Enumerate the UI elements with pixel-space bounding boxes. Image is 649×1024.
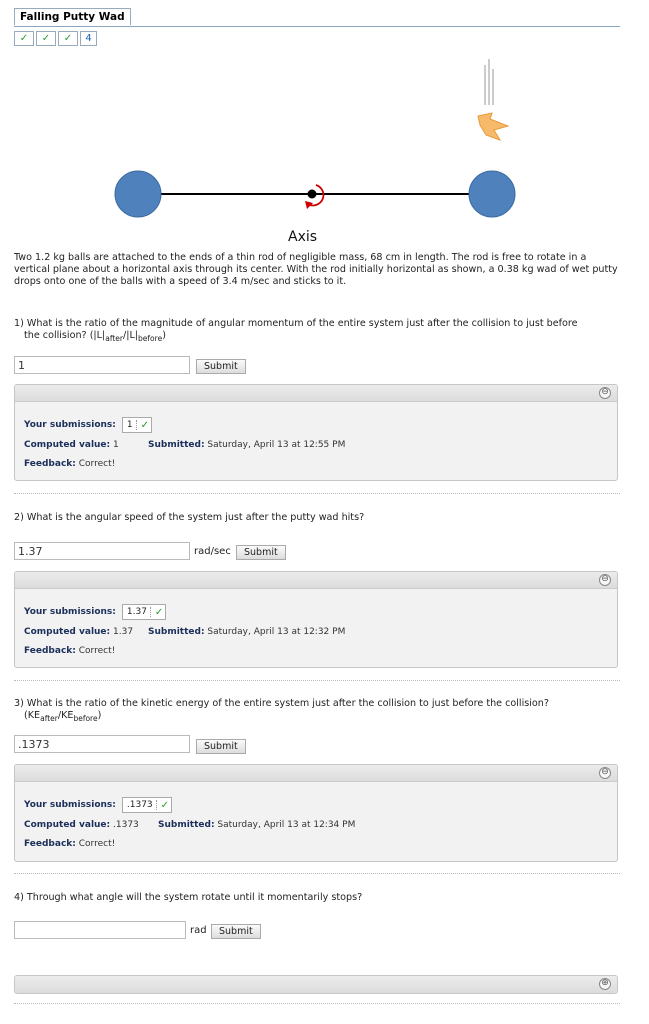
feedback-value: Correct! <box>78 459 116 469</box>
q3-submit-button[interactable]: Submit <box>196 739 246 754</box>
collapse-icon[interactable]: ⊖ <box>599 767 611 779</box>
right-ball <box>469 171 515 217</box>
q2-answer-input[interactable] <box>14 542 190 560</box>
submissions-label: Your submissions: <box>24 420 116 430</box>
question-3-text: 3) What is the ratio of the kinetic energy of the entire system just after the collision to just before the collision? $(KE_{after}/KE_{before})$ <box>14 698 549 723</box>
collapse-icon[interactable]: ⊖ <box>599 387 611 399</box>
q2-submission-panel <box>14 571 618 668</box>
score-summary <box>14 31 97 46</box>
problem-statement: Two 1.2 kg balls are attached to the ends of a thin rod of negligible mass, 68 cm in length. The rod is free to rotate in a vertical plane about a horizontal axis through its center. With the rod initially horizontal as shown, a 0.38 kg wad of wet putty drops onto one of the balls with a speed of 3.4 m/sec and sticks to it. <box>14 252 618 287</box>
q3-panel-header[interactable] <box>15 765 617 782</box>
putty-wad-icon <box>478 113 508 140</box>
q1-submission-panel <box>14 384 618 481</box>
problem-title: Falling Putty Wad <box>14 8 131 25</box>
q2-panel-header[interactable] <box>15 572 617 589</box>
q2-submit-button[interactable]: Submit <box>236 545 286 560</box>
computed-value: .1373 <box>113 820 139 830</box>
q4-submit-button[interactable]: Submit <box>211 924 261 939</box>
q3-submission-panel <box>14 764 618 862</box>
question-divider <box>14 493 620 494</box>
attempts-count: 4 <box>80 31 97 46</box>
question-4-text: 4) Through what angle will the system rotate until it momentarily stops? <box>14 892 363 903</box>
submission-chip[interactable]: .1373 ✓ <box>122 797 172 813</box>
computed-value: 1.37 <box>113 627 134 637</box>
question-1-text: 1) What is the ratio of the magnitude of angular momentum of the entire system just after the collision to just before the collision? $(|L|_{after}/|L|_{before})$ <box>14 318 578 343</box>
q2-unit: rad/sec <box>194 546 231 557</box>
check-icon: ✓ <box>58 31 78 46</box>
submissions-label: Your submissions: <box>24 800 116 810</box>
q1-submit-button[interactable]: Submit <box>196 359 246 374</box>
rod-figure <box>0 55 649 245</box>
submission-chip[interactable]: 1 ✓ <box>122 417 152 433</box>
question-divider <box>14 1003 620 1004</box>
question-divider <box>14 873 620 874</box>
q1-panel-header[interactable] <box>15 385 617 402</box>
check-icon: ✓ <box>14 31 34 46</box>
putty-motion-lines <box>485 59 493 105</box>
submitted-time: Saturday, April 13 at 12:55 PM <box>207 440 346 450</box>
feedback-label: Feedback: <box>24 646 76 656</box>
feedback-value: Correct! <box>78 646 116 656</box>
title-divider <box>14 26 620 27</box>
q1-answer-input[interactable] <box>14 356 190 374</box>
computed-label: Computed value: <box>24 627 111 637</box>
q4-submission-panel <box>14 975 618 994</box>
check-icon: ✓ <box>36 31 56 46</box>
submission-chip[interactable]: 1.37 ✓ <box>122 604 166 620</box>
question-divider <box>14 680 620 681</box>
computed-label: Computed value: <box>24 820 111 830</box>
q4-answer-input[interactable] <box>14 921 186 939</box>
q4-unit: rad <box>190 925 207 936</box>
axis-label: Axis <box>288 229 318 245</box>
check-icon: ✓ <box>140 419 149 431</box>
submitted-label: Submitted: <box>148 440 205 450</box>
left-ball <box>115 171 161 217</box>
question-2-text: 2) What is the angular speed of the system just after the putty wad hits? <box>14 512 365 523</box>
computed-label: Computed value: <box>24 440 111 450</box>
q3-answer-input[interactable] <box>14 735 190 753</box>
feedback-value: Correct! <box>78 839 116 849</box>
feedback-label: Feedback: <box>24 839 76 849</box>
collapse-icon[interactable]: ⊖ <box>599 574 611 586</box>
axis-pivot <box>308 190 317 199</box>
check-icon: ✓ <box>154 606 164 618</box>
submitted-time: Saturday, April 13 at 12:34 PM <box>217 820 356 830</box>
submitted-label: Submitted: <box>148 627 205 637</box>
submissions-label: Your submissions: <box>24 607 116 617</box>
submitted-label: Submitted: <box>158 820 215 830</box>
q4-panel-header[interactable] <box>15 976 617 993</box>
submitted-time: Saturday, April 13 at 12:32 PM <box>207 627 346 637</box>
expand-icon[interactable]: ⊕ <box>599 978 611 990</box>
computed-value: 1 <box>113 440 119 450</box>
check-icon: ✓ <box>160 799 170 811</box>
feedback-label: Feedback: <box>24 459 76 469</box>
